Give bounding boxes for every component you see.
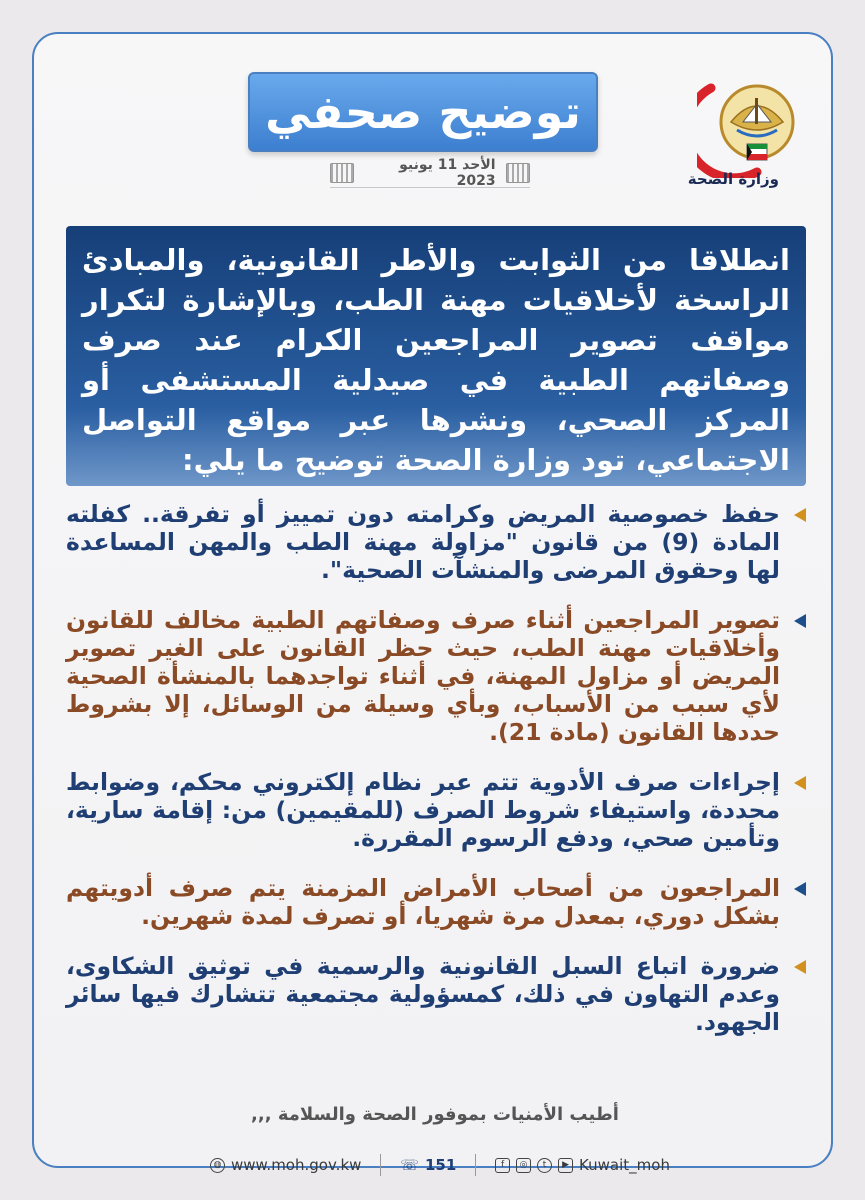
page-title: توضيح صحفي	[265, 85, 581, 139]
twitter-icon[interactable]: t	[537, 1158, 552, 1173]
list-item	[66, 768, 806, 852]
footer	[210, 1150, 670, 1180]
divider	[475, 1154, 476, 1176]
social-links[interactable]	[495, 1156, 670, 1174]
point-text: حفظ خصوصية المريض وكرامته دون تمييز أو تفرقة.. كفلته المادة (9) من قانون "مزاولة مهنة الطب والمهن المساعدة لها وحقوق المرضى والمنشآت الصحية".	[66, 500, 781, 584]
list-item	[66, 874, 806, 930]
website-text: www.moh.gov.kw	[231, 1156, 362, 1174]
triangle-bullet-icon	[794, 508, 806, 522]
list-item	[66, 606, 806, 746]
intro-paragraph: انطلاقا من الثوابت والأطر القانونية، والمبادئ الراسخة لأخلاقيات مهنة الطب، وبالإشارة لتكرار مواقف تصوير المراجعين الكرام عند صرف وصفاتهم الطبية في صيدلية المستشفى أو المركز الصحي، ونشرها عبر مواقع التواصل الاجتماعي، تود وزارة الصحة توضيح ما يلي:	[66, 226, 806, 486]
list-item	[66, 500, 806, 584]
phone-icon: ☏	[400, 1156, 419, 1174]
triangle-bullet-icon	[794, 614, 806, 628]
triangle-bullet-icon	[794, 882, 806, 896]
phone-link[interactable]	[400, 1156, 456, 1174]
instagram-icon[interactable]: ◎	[516, 1158, 531, 1173]
date-row	[330, 158, 530, 188]
phone-number: 151	[424, 1156, 457, 1174]
publish-date: الأحد 11 يونيو 2023	[399, 156, 496, 189]
ministry-name: وزارة الصحة	[687, 170, 779, 188]
title-banner	[248, 72, 598, 152]
point-text: إجراءات صرف الأدوية تتم عبر نظام إلكتروني محكم، وضوابط محددة، واستيفاء شروط الصرف (للمقيمين) من: إقامة سارية، وتأمين صحي، ودفع الرسوم المقررة.	[66, 768, 780, 852]
point-text: المراجعون من أصحاب الأمراض المزمنة يتم صرف أدويتهم بشكل دوري، بمعدل مرة شهريا، أو تصرف لمدة شهرين.	[66, 874, 780, 930]
globe-icon: ◍	[210, 1158, 225, 1173]
youtube-icon[interactable]: ▶	[558, 1158, 573, 1173]
points-list	[66, 500, 806, 1058]
website-link[interactable]	[210, 1156, 361, 1174]
list-item	[66, 952, 806, 1036]
calendar-icon	[330, 163, 354, 183]
triangle-bullet-icon	[794, 960, 806, 974]
point-text: ضرورة اتباع السبل القانونية والرسمية في توثيق الشكاوى، وعدم التهاون في ذلك، كمسؤولية مجتمعية تتشارك فيها سائر الجهود.	[66, 952, 780, 1036]
social-handle: Kuwait_moh	[579, 1156, 670, 1174]
point-text: تصوير المراجعين أثناء صرف وصفاتهم الطبية مخالف للقانون وأخلاقيات مهنة الطب، حيث حظر القانون على الغير تصوير المريض أو مزاول المهنة، في أثناء تواجدهما بالمنشأة الصحية لأي سبب من الأسباب، وبأي وسيلة من الوسائل، إلا بشروط حددها القانون (مادة 21).	[66, 606, 780, 746]
facebook-icon[interactable]: f	[495, 1158, 510, 1173]
calendar-icon	[506, 163, 530, 183]
divider	[380, 1154, 381, 1176]
closing-line: أطيب الأمنيات بموفور الصحة والسلامة ,,,	[251, 1104, 619, 1125]
ministry-emblem-icon	[697, 68, 805, 178]
triangle-bullet-icon	[794, 776, 806, 790]
